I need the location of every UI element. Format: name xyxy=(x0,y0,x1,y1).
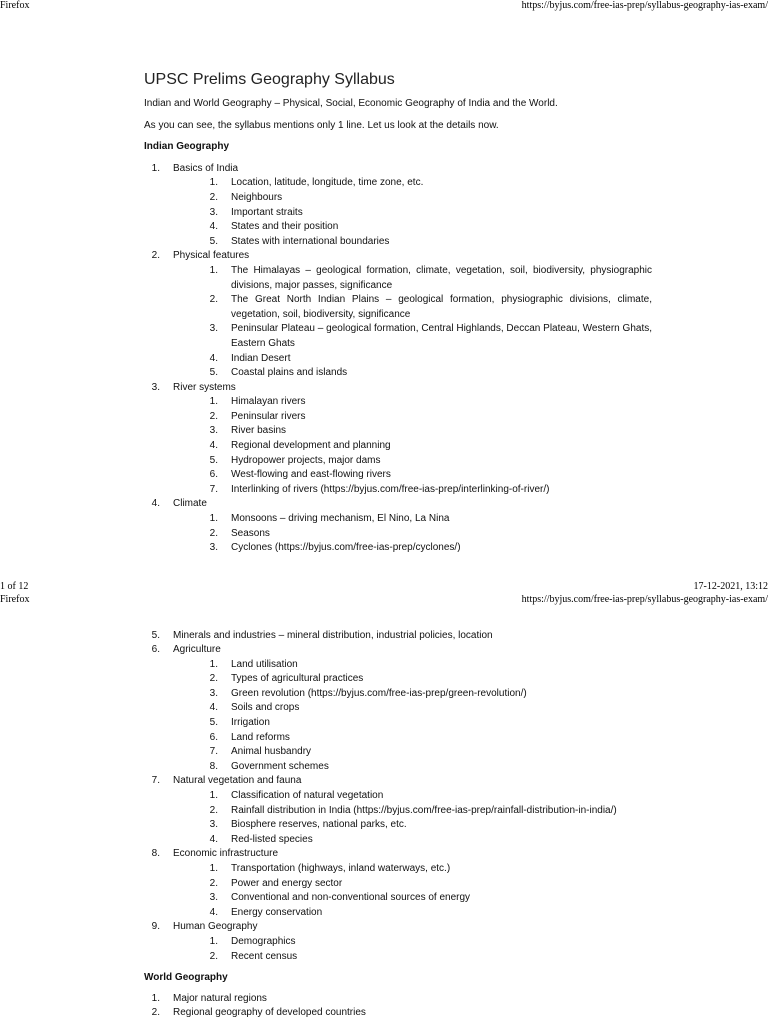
list-number: 7. xyxy=(151,775,160,787)
list-number: 6. xyxy=(209,469,218,481)
list-item-text: Red-listed species xyxy=(231,833,313,845)
list-number: 2. xyxy=(151,250,160,262)
list-item-text: Demographics xyxy=(231,935,296,947)
sub-list-item xyxy=(173,220,652,235)
list-number: 3. xyxy=(209,819,218,831)
list-number: 8. xyxy=(151,848,160,860)
list-number: 1. xyxy=(209,863,218,874)
page-counter: 1 of 12 xyxy=(0,581,29,592)
sub-list-item xyxy=(173,950,652,965)
list-item-text: Indian Desert xyxy=(231,352,291,364)
sub-list-item xyxy=(173,731,652,746)
list-item xyxy=(144,847,652,920)
list-item-text: Coastal plains and islands xyxy=(231,367,348,379)
list-item-text: Basics of India xyxy=(173,162,239,174)
list-number: 5. xyxy=(209,454,218,466)
list-item xyxy=(144,1006,652,1021)
sub-list xyxy=(173,512,652,556)
sub-list-item xyxy=(173,541,652,556)
sub-list-item xyxy=(173,687,652,702)
sub-list-item xyxy=(173,658,652,673)
list-number: 2. xyxy=(209,191,218,203)
sub-list-item xyxy=(173,395,652,410)
list-number: 4. xyxy=(209,833,218,845)
list-item-text: Transportation (highways, inland waterways, etc.) xyxy=(231,863,451,874)
list-item xyxy=(144,643,652,774)
sub-list-item xyxy=(173,527,652,542)
sub-list-item xyxy=(173,191,652,206)
list-number: 3. xyxy=(209,206,218,218)
list-item xyxy=(144,381,652,498)
list-item xyxy=(144,249,652,380)
sub-list xyxy=(173,395,652,497)
list-item-text: The Himalayas – geological formation, climate, vegetation, soil, biodiversity, physiographic divisions, major passes, significance xyxy=(231,264,652,291)
list-item xyxy=(144,774,652,847)
list-number: 1. xyxy=(151,992,160,1004)
list-number: 2. xyxy=(209,527,218,539)
list-number: 2. xyxy=(209,410,218,422)
list-item xyxy=(144,162,652,250)
list-number: 3. xyxy=(209,425,218,437)
list-item-text: Himalayan rivers xyxy=(231,396,306,408)
list-number: 2. xyxy=(209,877,218,889)
list-item-text: Agriculture xyxy=(173,644,221,656)
world-geography-list xyxy=(144,992,652,1021)
list-item-text: Major natural regions xyxy=(173,992,267,1004)
list-item-text: States with international boundaries xyxy=(231,235,390,247)
sub-list-item xyxy=(173,264,652,293)
list-number: 3. xyxy=(151,381,160,393)
sub-list xyxy=(173,264,652,381)
list-item-text: Classification of natural vegetation xyxy=(231,790,384,802)
list-number: 1. xyxy=(209,264,218,276)
list-number: 5. xyxy=(209,367,218,379)
sub-list-item xyxy=(173,293,652,322)
sub-list-item xyxy=(173,760,652,775)
list-number: 3. xyxy=(209,892,218,904)
list-item-text: West-flowing and east-flowing rivers xyxy=(231,469,391,481)
sub-list-item xyxy=(173,483,652,498)
list-item-text: Energy conservation xyxy=(231,906,323,918)
list-item-text: Types of agricultural practices xyxy=(231,673,364,685)
list-item-text: Monsoons – driving mechanism, El Nino, La Nina xyxy=(231,513,450,525)
sub-list xyxy=(173,176,652,249)
list-item-text: Biosphere reserves, national parks, etc. xyxy=(231,819,407,831)
print-footer-page-1 xyxy=(0,581,768,593)
list-item-text: Minerals and industries – mineral distribution, industrial policies, location xyxy=(173,629,493,641)
list-number: 2. xyxy=(209,294,218,306)
list-item-text: States and their position xyxy=(231,221,339,233)
list-item-text: The Great North Indian Plains – geological formation, physiographic divisions, climate, vegetation, soil, biodiversity, significance xyxy=(231,294,652,320)
list-item xyxy=(144,920,652,964)
list-number: 1. xyxy=(209,177,218,189)
sub-list xyxy=(173,935,652,964)
list-item-text: Important straits xyxy=(231,206,303,218)
list-item-text: Cyclones (https://byjus.com/free-ias-prep/cyclones/) xyxy=(231,542,461,554)
list-number: 2. xyxy=(151,1007,160,1019)
list-item xyxy=(144,992,652,1007)
list-number: 2. xyxy=(209,673,218,685)
sub-list-item xyxy=(173,672,652,687)
list-number: 8. xyxy=(209,760,218,772)
list-item-text: Interlinking of rivers (https://byjus.com/free-ias-prep/interlinking-of-river/) xyxy=(231,483,550,495)
list-item-text: Natural vegetation and fauna xyxy=(173,775,302,787)
list-number: 6. xyxy=(151,644,160,656)
sub-list-item xyxy=(173,322,652,351)
list-number: 5. xyxy=(209,717,218,729)
list-item-text: Seasons xyxy=(231,527,270,539)
list-number: 2. xyxy=(209,804,218,816)
sub-list-item xyxy=(173,877,652,892)
note-paragraph: As you can see, the syllabus mentions only 1 line. Let us look at the details now. xyxy=(144,119,499,131)
page-2-content xyxy=(144,629,652,1021)
list-item-text: Rainfall distribution in India (https://byjus.com/free-ias-prep/rainfall-distribution-in-india/) xyxy=(231,804,617,816)
list-number: 3. xyxy=(209,687,218,699)
list-number: 3. xyxy=(209,542,218,554)
list-item-text: Neighbours xyxy=(231,191,283,203)
list-item-text: Climate xyxy=(173,498,207,510)
list-item xyxy=(144,629,652,644)
list-item-text: Land utilisation xyxy=(231,658,298,670)
list-number: 7. xyxy=(209,746,218,758)
list-number: 4. xyxy=(151,498,160,510)
sub-list-item xyxy=(173,935,652,950)
sub-list-item xyxy=(173,206,652,221)
list-number: 4. xyxy=(209,702,218,714)
sub-list-item xyxy=(173,424,652,439)
sub-list-item xyxy=(173,176,652,191)
list-number: 4. xyxy=(209,352,218,364)
list-number: 1. xyxy=(209,513,218,525)
page-url: https://byjus.com/free-ias-prep/syllabus-geography-ias-exam/ xyxy=(521,0,768,11)
list-item-text: Physical features xyxy=(173,250,250,262)
list-item xyxy=(144,497,652,555)
list-item-text: Government schemes xyxy=(231,760,329,772)
list-item-text: Green revolution (https://byjus.com/free-ias-prep/green-revolution/) xyxy=(231,687,527,699)
page-1-content xyxy=(144,70,652,556)
list-number: 1. xyxy=(151,162,160,174)
sub-list-item xyxy=(173,439,652,454)
sub-list xyxy=(173,789,652,847)
list-item-text: Peninsular Plateau – geological formation, Central Highlands, Deccan Plateau, Western Ghats, Eastern Ghats xyxy=(231,323,652,349)
list-item-text: Human Geography xyxy=(173,921,258,933)
sub-list-item xyxy=(173,891,652,906)
page-title: UPSC Prelims Geography Syllabus xyxy=(144,71,395,88)
section-heading-indian-geography: Indian Geography xyxy=(144,141,230,153)
list-item-text: Irrigation xyxy=(231,717,270,729)
list-number: 3. xyxy=(209,323,218,335)
sub-list-item xyxy=(173,468,652,483)
sub-list-item xyxy=(173,833,652,848)
sub-list-item xyxy=(173,352,652,367)
sub-list-item xyxy=(173,366,652,381)
list-item-text: Land reforms xyxy=(231,731,290,743)
indian-geography-list-continued xyxy=(144,629,652,965)
list-item-text: Recent census xyxy=(231,950,298,962)
list-item-text: Animal husbandry xyxy=(231,746,312,758)
list-item-text: River systems xyxy=(173,381,236,393)
sub-list-item xyxy=(173,454,652,469)
list-number: 9. xyxy=(151,921,160,933)
list-number: 7. xyxy=(209,483,218,495)
list-item-text: Regional geography of developed countries xyxy=(173,1007,366,1019)
list-number: 6. xyxy=(209,731,218,743)
intro-paragraph: Indian and World Geography – Physical, Social, Economic Geography of India and the World. xyxy=(144,98,558,109)
list-number: 5. xyxy=(151,629,160,641)
page-url: https://byjus.com/free-ias-prep/syllabus-geography-ias-exam/ xyxy=(521,594,768,605)
list-item-text: River basins xyxy=(231,425,287,437)
list-number: 1. xyxy=(209,790,218,802)
sub-list xyxy=(173,862,652,920)
sub-list-item xyxy=(173,701,652,716)
browser-name: Firefox xyxy=(0,594,30,605)
list-number: 2. xyxy=(209,950,218,962)
list-item-text: Soils and crops xyxy=(231,702,300,714)
sub-list-item xyxy=(173,512,652,527)
list-number: 1. xyxy=(209,396,218,408)
browser-name: Firefox xyxy=(0,0,30,11)
sub-list-item xyxy=(173,862,652,877)
sub-list-item xyxy=(173,716,652,731)
sub-list-item xyxy=(173,804,652,819)
list-number: 4. xyxy=(209,221,218,233)
list-item-text: Regional development and planning xyxy=(231,440,391,452)
list-number: 4. xyxy=(209,440,218,452)
list-number: 5. xyxy=(209,235,218,247)
sub-list xyxy=(173,658,652,775)
indian-geography-list xyxy=(144,162,652,556)
list-item-text: Economic infrastructure xyxy=(173,848,279,860)
sub-list-item xyxy=(173,235,652,250)
print-timestamp: 17-12-2021, 13:12 xyxy=(693,581,768,592)
sub-list-item xyxy=(173,745,652,760)
list-item-text: Power and energy sector xyxy=(231,877,343,889)
list-number: 1. xyxy=(209,935,218,947)
list-number: 1. xyxy=(209,658,218,670)
list-item-text: Peninsular rivers xyxy=(231,410,306,422)
sub-list-item xyxy=(173,818,652,833)
section-heading-world-geography: World Geography xyxy=(144,972,228,984)
print-header-page-2 xyxy=(0,594,768,606)
sub-list-item xyxy=(173,789,652,804)
list-item-text: Location, latitude, longitude, time zone, etc. xyxy=(231,177,424,189)
sub-list-item xyxy=(173,906,652,921)
sub-list-item xyxy=(173,410,652,425)
list-number: 4. xyxy=(209,906,218,918)
print-header-page-1 xyxy=(0,0,768,12)
list-item-text: Conventional and non-conventional sources of energy xyxy=(231,892,471,904)
list-item-text: Hydropower projects, major dams xyxy=(231,454,381,466)
